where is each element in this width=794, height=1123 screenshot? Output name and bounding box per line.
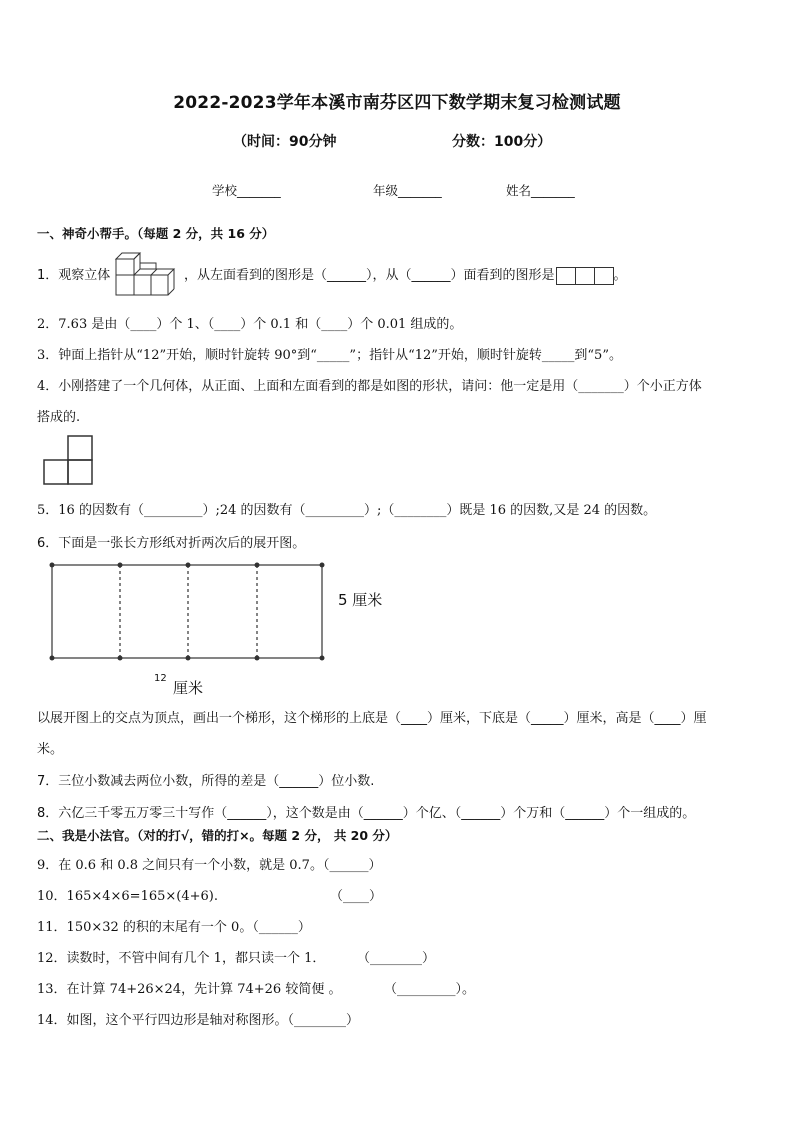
exam-time: （时间：90分钟 [233,134,337,150]
question-14: 14．如图，这个平行四边形是轴对称图形。（________） [37,1013,360,1028]
question-4-line-1: 4．小刚搭建了一个几何体，从正面、上面和左面看到的都是如图的形状，请问：他一定是用（_______）个小正方体 [37,379,702,394]
question-10: 10．165×4×6=165×(4+6). [37,889,218,904]
question-8: 8．六亿三千零五万零三十写作（______），这个数是由（______）个亿、（______）个万和（______）个一组成的。 [37,806,696,821]
grade-field: 年级_______ [373,183,442,198]
width-label-number: 12 [154,673,167,684]
unfolded-paper-figure [46,559,330,665]
question-6-line-1: 以展开图上的交点为顶点，画出一个梯形，这个梯形的上底是（____）厘米，下底是（_____）厘米，高是（____）厘 [37,711,707,726]
page-title: 2022-2023学年本溪市南芬区四下数学期末复习检测试题 [173,93,621,113]
question-2: 2．7.63 是由（____）个 1、（____）个 0.1 和（____）个 0.01 组成的。 [37,317,463,332]
solid-figure-icon [114,249,184,297]
question-13: 13．在计算 74+26×24，先计算 74+26 较简便 。 [37,982,342,997]
question-10-blank: （____） [330,889,383,904]
question-7: 7．三位小数减去两位小数，所得的差是（______）位小数. [37,774,375,789]
question-1-text [184,264,627,285]
height-label: 5 厘米 [338,591,383,609]
section-1-heading: 一、神奇小帮手。（每题 2 分，共 16 分） [37,226,275,241]
question-3: 3．钟面上指针从“12”开始，顺时针旋转 90°到“_____”；指针从“12”开始，顺时针旋转_____到“5”。 [37,348,622,363]
exam-score: 分数：100分） [452,134,552,150]
question-1 [37,264,110,283]
school-field: 学校_______ [212,183,281,198]
question-5: 5．16 的因数有（_________）;24 的因数有（_________）;（________）既是 16 的因数,又是 24 的因数。 [37,503,657,518]
question-1-number: 1．观察立体 [37,268,111,283]
question-1-end: 。 [613,268,627,283]
question-4-line-2: 搭成的. [37,410,81,425]
question-6-line-2: 米。 [37,742,64,757]
section-2-heading: 二、我是小法官。（对的打√，错的打×。每题 2 分， 共 20 分） [37,828,398,843]
cube-view-figure [40,434,96,486]
question-12: 12．读数时，不管中间有几个 1，都只读一个 1． [37,951,326,966]
question-1-body: ，从左面看到的图形是（______），从（______）面看到的图形是 [184,268,555,283]
question-9: 9．在 0.6 和 0.8 之间只有一个小数，就是 0.7。（______） [37,858,382,873]
name-field: 姓名_______ [506,183,575,198]
three-square-icon [557,267,614,285]
question-11: 11．150×32 的积的末尾有一个 0。（______） [37,920,311,935]
question-12-blank: （________） [357,951,436,966]
width-label-unit: 厘米 [173,679,204,697]
question-13-blank: （_________）。 [384,982,476,997]
question-6: 6．下面是一张长方形纸对折两次后的展开图。 [37,536,306,551]
